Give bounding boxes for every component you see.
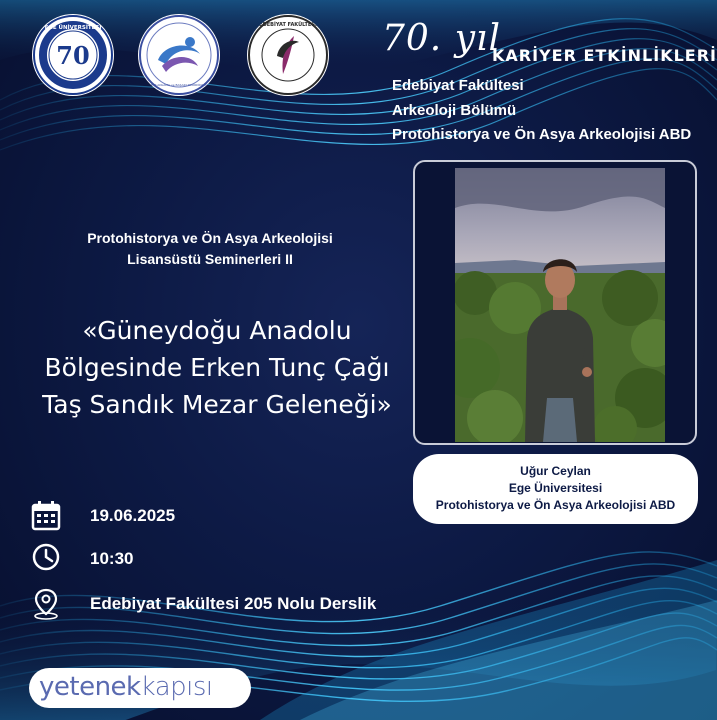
ege-logo-numeral: 70 xyxy=(56,41,90,70)
event-date: 19.06.2025 xyxy=(90,506,176,525)
speaker-photo-illustration xyxy=(455,168,665,442)
talk-title-line-1: «Güneydoğu Anadolu xyxy=(82,316,352,345)
speaker-division: Protohistorya ve Ön Asya Arkeolojisi ABD xyxy=(435,498,676,512)
event-series-label: KARİYER ETKİNLİKLERİ xyxy=(492,46,717,65)
career-office-seal-icon xyxy=(138,14,220,96)
calendar-icon xyxy=(30,499,62,533)
seminar-series-line-1: Protohistorya ve Ön Asya Arkeolojisi xyxy=(87,230,333,246)
location-pin-icon xyxy=(30,587,62,621)
speaker-info-box xyxy=(413,454,698,524)
speaker-university: Ege Üniversitesi xyxy=(508,481,603,495)
clock-icon xyxy=(30,542,62,576)
brand-part-1: yetenek xyxy=(39,672,141,702)
faculty-seal-icon xyxy=(247,14,329,96)
kariyer-planlama-logo xyxy=(138,14,220,96)
faculty-name: Edebiyat Fakültesi xyxy=(392,77,524,94)
division-name: Protohistorya ve Ön Asya Arkeolojisi ABD xyxy=(392,126,692,143)
ege-logo-text: EGE ÜNİVERSİTESİ xyxy=(44,25,102,31)
brand-logo-text xyxy=(39,672,213,702)
ege-logo-year: 1955 xyxy=(65,83,81,90)
talk-title-line-2: Bölgesinde Erken Tunç Çağı xyxy=(44,353,390,382)
event-time: 10:30 xyxy=(90,549,134,568)
anniversary-label: 70. yıl xyxy=(382,18,502,59)
yetenek-kapisi-brand xyxy=(29,668,251,708)
ege-university-logo xyxy=(32,14,114,96)
speaker-name: Uğur Ceylan xyxy=(520,464,591,478)
seminar-series xyxy=(40,228,380,270)
talk-title xyxy=(30,312,404,423)
career-office-logo-text: KARİYER PLANLAMA ve BAŞARI KOORDİNATÖRLÜĞÜ xyxy=(140,83,218,87)
talk-title-line-3: Taş Sandık Mezar Geleneği» xyxy=(42,390,392,419)
faculty-logo-text: EDEBİYAT FAKÜLTESİ xyxy=(259,22,317,28)
speaker-photo xyxy=(455,168,665,442)
seminar-series-line-2: Lisansüstü Seminerleri II xyxy=(127,251,293,267)
ege-university-seal-icon xyxy=(32,14,114,96)
department-name: Arkeoloji Bölümü xyxy=(392,102,517,119)
edebiyat-faculty-logo xyxy=(247,14,329,96)
event-location: Edebiyat Fakültesi 205 Nolu Derslik xyxy=(90,594,377,613)
brand-part-2: kapısı xyxy=(140,672,213,702)
